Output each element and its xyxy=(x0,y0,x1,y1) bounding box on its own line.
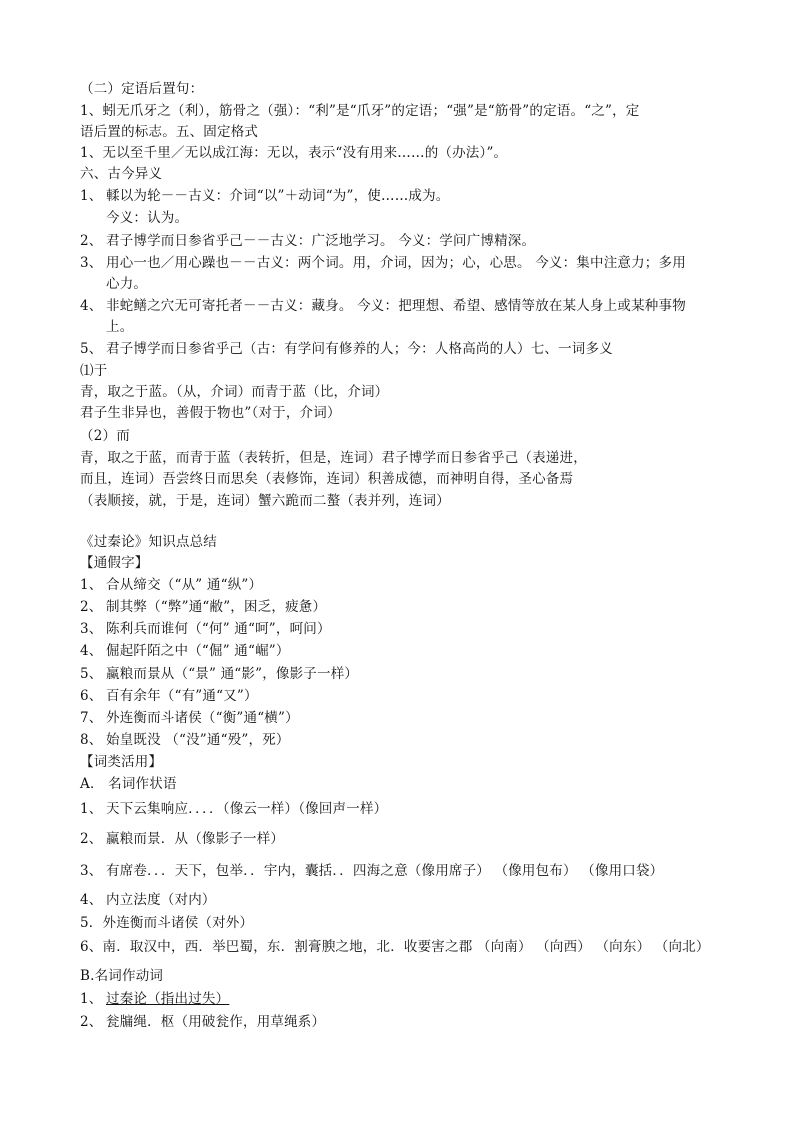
list-text: 陈利兵而谁何（“何” 通“呵”，呵问） xyxy=(106,621,331,637)
list-text: 瓮牖绳．枢（用破瓮作，用草绳系） xyxy=(106,1014,326,1030)
list-number: 2、 xyxy=(80,1014,103,1030)
list-number: 4、 xyxy=(80,298,103,314)
list-text: 君子博学而日参省乎己（古：有学问有修养的人；今：人格高尚的人）七、一词多义 xyxy=(106,341,613,357)
list-number: 3、 xyxy=(80,863,103,879)
list-text: 百有余年（“有”通“又”） xyxy=(106,688,258,704)
list-item xyxy=(80,799,387,819)
list-item xyxy=(80,937,710,957)
list-number: 2、 xyxy=(80,233,103,249)
section-heading-postpositive-attributive: （二）定语后置句： xyxy=(80,81,204,97)
list-number: 8、 xyxy=(80,732,103,748)
paragraph-line: 而且，连词）吾尝终日而思矣（表修饰，连词）积善成德，而神明自得，圣心备焉 xyxy=(80,471,574,487)
list-text: 非蛇鳝之穴无可寄托者－－古义：藏身。 今义：把理想、希望、感情等放在某人身上或某种事物 xyxy=(106,298,686,314)
list-item xyxy=(80,913,253,933)
list-number: 6、 xyxy=(80,688,103,704)
list-item xyxy=(80,575,262,595)
list-text: 内立法度（对内） xyxy=(106,892,216,908)
list-item xyxy=(80,890,216,910)
paragraph-line: （表顺接，就，于是，连词）蟹六跪而二螯（表并列，连词） xyxy=(80,493,450,509)
list-number: 4、 xyxy=(80,643,103,659)
list-item xyxy=(80,339,613,359)
list-number: 1、 xyxy=(80,801,103,817)
list-item-continuation: 今义：认为。 xyxy=(106,210,189,226)
document-title: 《过秦论》知识点总结 xyxy=(80,534,217,550)
list-item xyxy=(80,708,299,728)
list-item xyxy=(80,1012,325,1032)
list-number: 5、 xyxy=(80,341,103,357)
list-text: 赢粮而景从（“景” 通“影”，像影子一样） xyxy=(106,666,359,682)
list-text: 制其弊（“弊”通“敝”，困乏，疲惫） xyxy=(106,599,327,615)
paragraph-line: 青，取之于蓝，而青于蓝（表转折，但是，连词）君子博学而日参省乎己（表递进， xyxy=(80,450,587,466)
list-text: 赢粮而景．从（像影子一样） xyxy=(106,831,285,847)
list-text: 用心一也／用心躁也－－古义：两个词。用，介词，因为；心，心思。 今义：集中注意力；多用 xyxy=(106,255,686,271)
paragraph-line: 1、无以至千里／无以成江海：无以，表示“没有用来……的（办法）”。 xyxy=(80,145,508,161)
list-item xyxy=(80,186,450,206)
list-number: 7、 xyxy=(80,710,103,726)
list-text: 輮以为轮－－古义：介词“以”＋动词“为”，使……成为。 xyxy=(106,188,450,204)
list-number: 3、 xyxy=(80,255,103,271)
list-text: 外连衡而斗诸侯（“衡”通“横”） xyxy=(106,710,299,726)
subheading-er: （2）而 xyxy=(80,428,130,444)
list-number: 5． xyxy=(80,915,103,931)
list-number: 1、 xyxy=(80,577,103,593)
paragraph-line: 1、蚓无爪牙之（利），筋骨之（强）：“利”是“爪牙”的定语；“强”是“筋骨”的定语。“之”，定 xyxy=(80,103,640,119)
list-item-continuation: 上。 xyxy=(106,319,134,335)
list-item xyxy=(80,829,284,849)
list-number: 2、 xyxy=(80,599,103,615)
list-number: 6、 xyxy=(80,939,103,955)
list-item xyxy=(80,296,686,316)
list-item xyxy=(80,619,331,639)
paragraph-line: 君子生非异也，善假于物也”（对于，介词） xyxy=(80,405,341,421)
list-item xyxy=(80,861,663,881)
list-number: 3、 xyxy=(80,621,103,637)
subheading-yu: ⑴于 xyxy=(80,363,108,379)
list-text: 君子博学而日参省乎己－－古义：广泛地学习。 今义：学问广博精深。 xyxy=(106,233,536,249)
list-item xyxy=(80,686,258,706)
list-text: 有席卷．．．天下，包举．．宇内，囊括．．四海之意（像用席子） （像用包布） （像用口袋） xyxy=(106,863,664,879)
paragraph-line: 青，取之于蓝。（从，介词）而青于蓝（比，介词） xyxy=(80,384,389,400)
list-item xyxy=(80,664,358,684)
list-item xyxy=(80,641,290,661)
list-number: 4、 xyxy=(80,892,103,908)
paragraph-line: 语后置的标志。五、固定格式 xyxy=(80,124,259,140)
list-number: 2、 xyxy=(80,831,103,847)
list-text: 外连衡而斗诸侯（对外） xyxy=(102,915,254,931)
section-heading-tongjia: 【通假字】 xyxy=(80,555,149,571)
list-text: 天下云集响应．．．．（像云一样）（像回声一样） xyxy=(106,801,388,817)
list-text: 倔起阡陌之中（“倔” 通“崛”） xyxy=(106,643,290,659)
section-heading-ancient-modern: 六、古今异义 xyxy=(80,166,163,182)
list-item xyxy=(80,989,229,1009)
list-number: 5、 xyxy=(80,666,103,682)
list-item-continuation: 心力。 xyxy=(106,276,148,292)
list-item xyxy=(80,253,686,273)
list-number: 1、 xyxy=(80,188,103,204)
subheading-noun-as-adverbial: A． 名词作状语 xyxy=(80,776,177,792)
list-text: 南．取汉中，西．举巴蜀，东．割膏腴之地，北．收要害之郡 （向南） （向西） （向东） （向北） xyxy=(102,939,710,955)
list-text: 合从缔交（“从” 通“纵”） xyxy=(106,577,263,593)
list-item xyxy=(80,597,326,617)
subheading-noun-as-verb: B.名词作动词 xyxy=(80,968,164,984)
list-number: 1、 xyxy=(80,991,103,1007)
list-text: 过秦论（指出过失） xyxy=(106,991,230,1007)
list-item xyxy=(80,730,290,750)
section-heading-cilei: 【词类活用】 xyxy=(80,754,163,770)
list-text: 始皇既没 （“没”通“殁”，死） xyxy=(106,732,290,748)
list-item xyxy=(80,231,535,251)
